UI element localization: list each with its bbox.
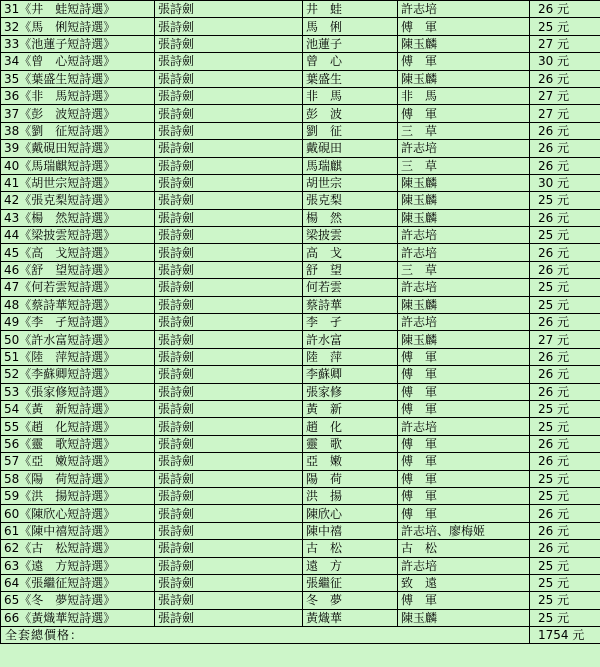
author-cell: 楊 然 xyxy=(303,209,398,226)
author-cell: 張繼征 xyxy=(303,574,398,591)
book-title-cell: 48《蔡詩華短詩選》 xyxy=(1,296,155,313)
book-title-cell: 43《楊 然短詩選》 xyxy=(1,209,155,226)
editor-cell: 張詩劍 xyxy=(155,87,303,104)
editor-cell: 張詩劍 xyxy=(155,227,303,244)
book-title-cell: 60《陳欣心短詩選》 xyxy=(1,505,155,522)
publisher-cell: 傅 軍 xyxy=(398,348,530,365)
price-cell: 25 元 xyxy=(530,400,600,417)
publisher-cell: 傅 軍 xyxy=(398,592,530,609)
editor-cell: 張詩劍 xyxy=(155,70,303,87)
table-row xyxy=(1,505,600,522)
author-cell: 許水富 xyxy=(303,331,398,348)
publisher-cell: 陳玉麟 xyxy=(398,192,530,209)
book-title-cell: 49《李 孑短詩選》 xyxy=(1,314,155,331)
editor-cell: 張詩劍 xyxy=(155,331,303,348)
table-row xyxy=(1,453,600,470)
price-cell: 25 元 xyxy=(530,227,600,244)
book-title-cell: 63《遠 方短詩選》 xyxy=(1,557,155,574)
price-cell: 30 元 xyxy=(530,174,600,191)
publisher-cell: 陳玉麟 xyxy=(398,174,530,191)
editor-cell: 張詩劍 xyxy=(155,400,303,417)
author-cell: 馬 俐 xyxy=(303,18,398,35)
publisher-cell: 陳玉麟 xyxy=(398,35,530,52)
book-title-cell: 66《黃熾華短詩選》 xyxy=(1,609,155,626)
table-row xyxy=(1,122,600,139)
price-cell: 26 元 xyxy=(530,122,600,139)
editor-cell: 張詩劍 xyxy=(155,487,303,504)
table-row xyxy=(1,314,600,331)
editor-cell: 張詩劍 xyxy=(155,435,303,452)
publisher-cell: 傅 軍 xyxy=(398,18,530,35)
table-row xyxy=(1,35,600,52)
editor-cell: 張詩劍 xyxy=(155,157,303,174)
table-row xyxy=(1,470,600,487)
author-cell: 馬瑞麒 xyxy=(303,157,398,174)
author-cell: 李蘇卿 xyxy=(303,366,398,383)
price-cell: 25 元 xyxy=(530,557,600,574)
table-row xyxy=(1,1,600,18)
price-cell: 27 元 xyxy=(530,105,600,122)
table-row xyxy=(1,105,600,122)
table-row xyxy=(1,174,600,191)
publisher-cell: 傅 軍 xyxy=(398,53,530,70)
price-cell: 25 元 xyxy=(530,487,600,504)
author-cell: 陳中禧 xyxy=(303,522,398,539)
price-cell: 25 元 xyxy=(530,192,600,209)
editor-cell: 張詩劍 xyxy=(155,192,303,209)
table-row xyxy=(1,592,600,609)
table-row xyxy=(1,192,600,209)
editor-cell: 張詩劍 xyxy=(155,418,303,435)
price-cell: 25 元 xyxy=(530,574,600,591)
editor-cell: 張詩劍 xyxy=(155,209,303,226)
publisher-cell: 許志培 xyxy=(398,140,530,157)
table-row xyxy=(1,227,600,244)
price-cell: 27 元 xyxy=(530,331,600,348)
editor-cell: 張詩劍 xyxy=(155,383,303,400)
table-row xyxy=(1,261,600,278)
editor-cell: 張詩劍 xyxy=(155,453,303,470)
publisher-cell: 許志培 xyxy=(398,557,530,574)
total-row xyxy=(1,627,600,644)
table-row xyxy=(1,557,600,574)
editor-cell: 張詩劍 xyxy=(155,540,303,557)
publisher-cell: 許志培 xyxy=(398,1,530,18)
publisher-cell: 陳玉麟 xyxy=(398,209,530,226)
book-title-cell: 53《張家修短詩選》 xyxy=(1,383,155,400)
book-title-cell: 52《李蘇卿短詩選》 xyxy=(1,366,155,383)
publisher-cell: 傅 軍 xyxy=(398,453,530,470)
table-row xyxy=(1,348,600,365)
author-cell: 劉 征 xyxy=(303,122,398,139)
book-title-cell: 40《馬瑞麒短詩選》 xyxy=(1,157,155,174)
price-cell: 27 元 xyxy=(530,35,600,52)
editor-cell: 張詩劍 xyxy=(155,296,303,313)
author-cell: 蔡詩華 xyxy=(303,296,398,313)
author-cell: 黃 新 xyxy=(303,400,398,417)
book-title-cell: 38《劉 征短詩選》 xyxy=(1,122,155,139)
editor-cell: 張詩劍 xyxy=(155,279,303,296)
editor-cell: 張詩劍 xyxy=(155,522,303,539)
author-cell: 非 馬 xyxy=(303,87,398,104)
author-cell: 李 孑 xyxy=(303,314,398,331)
price-cell: 26 元 xyxy=(530,140,600,157)
table-row xyxy=(1,400,600,417)
book-title-cell: 31《井 蛙短詩選》 xyxy=(1,1,155,18)
table-row xyxy=(1,279,600,296)
publisher-cell: 陳玉麟 xyxy=(398,70,530,87)
price-cell: 26 元 xyxy=(530,1,600,18)
publisher-cell: 傅 軍 xyxy=(398,470,530,487)
book-title-cell: 47《何若雲短詩選》 xyxy=(1,279,155,296)
author-cell: 黃熾華 xyxy=(303,609,398,626)
publisher-cell: 傅 軍 xyxy=(398,435,530,452)
book-title-cell: 33《池蓮子短詩選》 xyxy=(1,35,155,52)
author-cell: 舒 望 xyxy=(303,261,398,278)
author-cell: 張克梨 xyxy=(303,192,398,209)
price-cell: 25 元 xyxy=(530,609,600,626)
book-title-cell: 62《古 松短詩選》 xyxy=(1,540,155,557)
author-cell: 洪 揚 xyxy=(303,487,398,504)
author-cell: 胡世宗 xyxy=(303,174,398,191)
book-title-cell: 51《陸 萍短詩選》 xyxy=(1,348,155,365)
book-title-cell: 34《曾 心短詩選》 xyxy=(1,53,155,70)
book-title-cell: 64《張繼征短詩選》 xyxy=(1,574,155,591)
table-row xyxy=(1,331,600,348)
table-row xyxy=(1,87,600,104)
book-title-cell: 44《梁披雲短詩選》 xyxy=(1,227,155,244)
price-cell: 26 元 xyxy=(530,314,600,331)
publisher-cell: 陳玉麟 xyxy=(398,609,530,626)
publisher-cell: 非 馬 xyxy=(398,87,530,104)
editor-cell: 張詩劍 xyxy=(155,35,303,52)
author-cell: 亞 嫩 xyxy=(303,453,398,470)
publisher-cell: 陳玉麟 xyxy=(398,331,530,348)
total-label: 全套總價格： xyxy=(1,627,530,644)
author-cell: 陸 萍 xyxy=(303,348,398,365)
publisher-cell: 三 草 xyxy=(398,261,530,278)
book-title-cell: 54《黃 新短詩選》 xyxy=(1,400,155,417)
price-cell: 26 元 xyxy=(530,540,600,557)
price-cell: 26 元 xyxy=(530,244,600,261)
price-cell: 26 元 xyxy=(530,70,600,87)
table-row xyxy=(1,418,600,435)
total-value: 1754 元 xyxy=(530,627,600,644)
price-cell: 26 元 xyxy=(530,383,600,400)
publisher-cell: 傅 軍 xyxy=(398,383,530,400)
table-row xyxy=(1,209,600,226)
author-cell: 何若雲 xyxy=(303,279,398,296)
table-row xyxy=(1,244,600,261)
author-cell: 池蓮子 xyxy=(303,35,398,52)
price-cell: 26 元 xyxy=(530,453,600,470)
editor-cell: 張詩劍 xyxy=(155,1,303,18)
table-row xyxy=(1,70,600,87)
editor-cell: 張詩劍 xyxy=(155,366,303,383)
publisher-cell: 許志培 xyxy=(398,244,530,261)
author-cell: 冬 夢 xyxy=(303,592,398,609)
author-cell: 井 蛙 xyxy=(303,1,398,18)
book-title-cell: 32《馬 俐短詩選》 xyxy=(1,18,155,35)
publisher-cell: 三 草 xyxy=(398,157,530,174)
book-title-cell: 57《亞 嫩短詩選》 xyxy=(1,453,155,470)
book-title-cell: 56《靈 歌短詩選》 xyxy=(1,435,155,452)
book-title-cell: 59《洪 揚短詩選》 xyxy=(1,487,155,504)
price-cell: 25 元 xyxy=(530,592,600,609)
editor-cell: 張詩劍 xyxy=(155,592,303,609)
table-row xyxy=(1,540,600,557)
price-cell: 25 元 xyxy=(530,418,600,435)
table-row xyxy=(1,366,600,383)
author-cell: 葉盛生 xyxy=(303,70,398,87)
author-cell: 曾 心 xyxy=(303,53,398,70)
author-cell: 高 戈 xyxy=(303,244,398,261)
table-row xyxy=(1,522,600,539)
table-row xyxy=(1,383,600,400)
price-cell: 26 元 xyxy=(530,157,600,174)
publisher-cell: 傅 軍 xyxy=(398,366,530,383)
book-title-cell: 55《趙 化短詩選》 xyxy=(1,418,155,435)
book-title-cell: 36《非 馬短詩選》 xyxy=(1,87,155,104)
price-cell: 25 元 xyxy=(530,18,600,35)
table-row xyxy=(1,435,600,452)
editor-cell: 張詩劍 xyxy=(155,105,303,122)
book-title-cell: 50《許水富短詩選》 xyxy=(1,331,155,348)
book-title-cell: 58《陽 荷短詩選》 xyxy=(1,470,155,487)
publisher-cell: 傅 軍 xyxy=(398,105,530,122)
table-body xyxy=(1,1,600,627)
book-title-cell: 46《舒 望短詩選》 xyxy=(1,261,155,278)
price-cell: 25 元 xyxy=(530,296,600,313)
publisher-cell: 陳玉麟 xyxy=(398,296,530,313)
publisher-cell: 傅 軍 xyxy=(398,505,530,522)
book-title-cell: 61《陳中禧短詩選》 xyxy=(1,522,155,539)
price-cell: 26 元 xyxy=(530,522,600,539)
publisher-cell: 古 松 xyxy=(398,540,530,557)
price-cell: 30 元 xyxy=(530,53,600,70)
price-cell: 26 元 xyxy=(530,261,600,278)
editor-cell: 張詩劍 xyxy=(155,609,303,626)
author-cell: 戴硯田 xyxy=(303,140,398,157)
price-cell: 27 元 xyxy=(530,87,600,104)
editor-cell: 張詩劍 xyxy=(155,53,303,70)
price-cell: 26 元 xyxy=(530,366,600,383)
author-cell: 張家修 xyxy=(303,383,398,400)
table-row xyxy=(1,609,600,626)
book-title-cell: 41《胡世宗短詩選》 xyxy=(1,174,155,191)
publisher-cell: 致 遠 xyxy=(398,574,530,591)
table-row xyxy=(1,53,600,70)
editor-cell: 張詩劍 xyxy=(155,261,303,278)
table-row xyxy=(1,140,600,157)
publisher-cell: 三 草 xyxy=(398,122,530,139)
author-cell: 彭 波 xyxy=(303,105,398,122)
editor-cell: 張詩劍 xyxy=(155,348,303,365)
book-title-cell: 42《張克梨短詩選》 xyxy=(1,192,155,209)
table-row xyxy=(1,487,600,504)
author-cell: 趙 化 xyxy=(303,418,398,435)
editor-cell: 張詩劍 xyxy=(155,244,303,261)
table-row xyxy=(1,574,600,591)
table-row xyxy=(1,157,600,174)
author-cell: 陳欣心 xyxy=(303,505,398,522)
publisher-cell: 許志培 xyxy=(398,279,530,296)
editor-cell: 張詩劍 xyxy=(155,557,303,574)
editor-cell: 張詩劍 xyxy=(155,470,303,487)
publisher-cell: 許志培 xyxy=(398,314,530,331)
table-row xyxy=(1,296,600,313)
price-cell: 26 元 xyxy=(530,348,600,365)
publisher-cell: 許志培 xyxy=(398,227,530,244)
book-title-cell: 45《高 戈短詩選》 xyxy=(1,244,155,261)
editor-cell: 張詩劍 xyxy=(155,574,303,591)
author-cell: 梁披雲 xyxy=(303,227,398,244)
price-cell: 25 元 xyxy=(530,470,600,487)
editor-cell: 張詩劍 xyxy=(155,505,303,522)
editor-cell: 張詩劍 xyxy=(155,174,303,191)
author-cell: 遠 方 xyxy=(303,557,398,574)
editor-cell: 張詩劍 xyxy=(155,140,303,157)
table-row xyxy=(1,18,600,35)
publisher-cell: 許志培 xyxy=(398,418,530,435)
book-title-cell: 65《冬 夢短詩選》 xyxy=(1,592,155,609)
book-title-cell: 39《戴硯田短詩選》 xyxy=(1,140,155,157)
publisher-cell: 傅 軍 xyxy=(398,400,530,417)
price-cell: 26 元 xyxy=(530,505,600,522)
price-cell: 25 元 xyxy=(530,279,600,296)
editor-cell: 張詩劍 xyxy=(155,314,303,331)
price-cell: 26 元 xyxy=(530,435,600,452)
editor-cell: 張詩劍 xyxy=(155,122,303,139)
publisher-cell: 傅 軍 xyxy=(398,487,530,504)
book-title-cell: 35《葉盛生短詩選》 xyxy=(1,70,155,87)
book-title-cell: 37《彭 波短詩選》 xyxy=(1,105,155,122)
author-cell: 古 松 xyxy=(303,540,398,557)
author-cell: 陽 荷 xyxy=(303,470,398,487)
price-cell: 26 元 xyxy=(530,209,600,226)
publisher-cell: 許志培、廖梅姬 xyxy=(398,522,530,539)
author-cell: 靈 歌 xyxy=(303,435,398,452)
editor-cell: 張詩劍 xyxy=(155,18,303,35)
